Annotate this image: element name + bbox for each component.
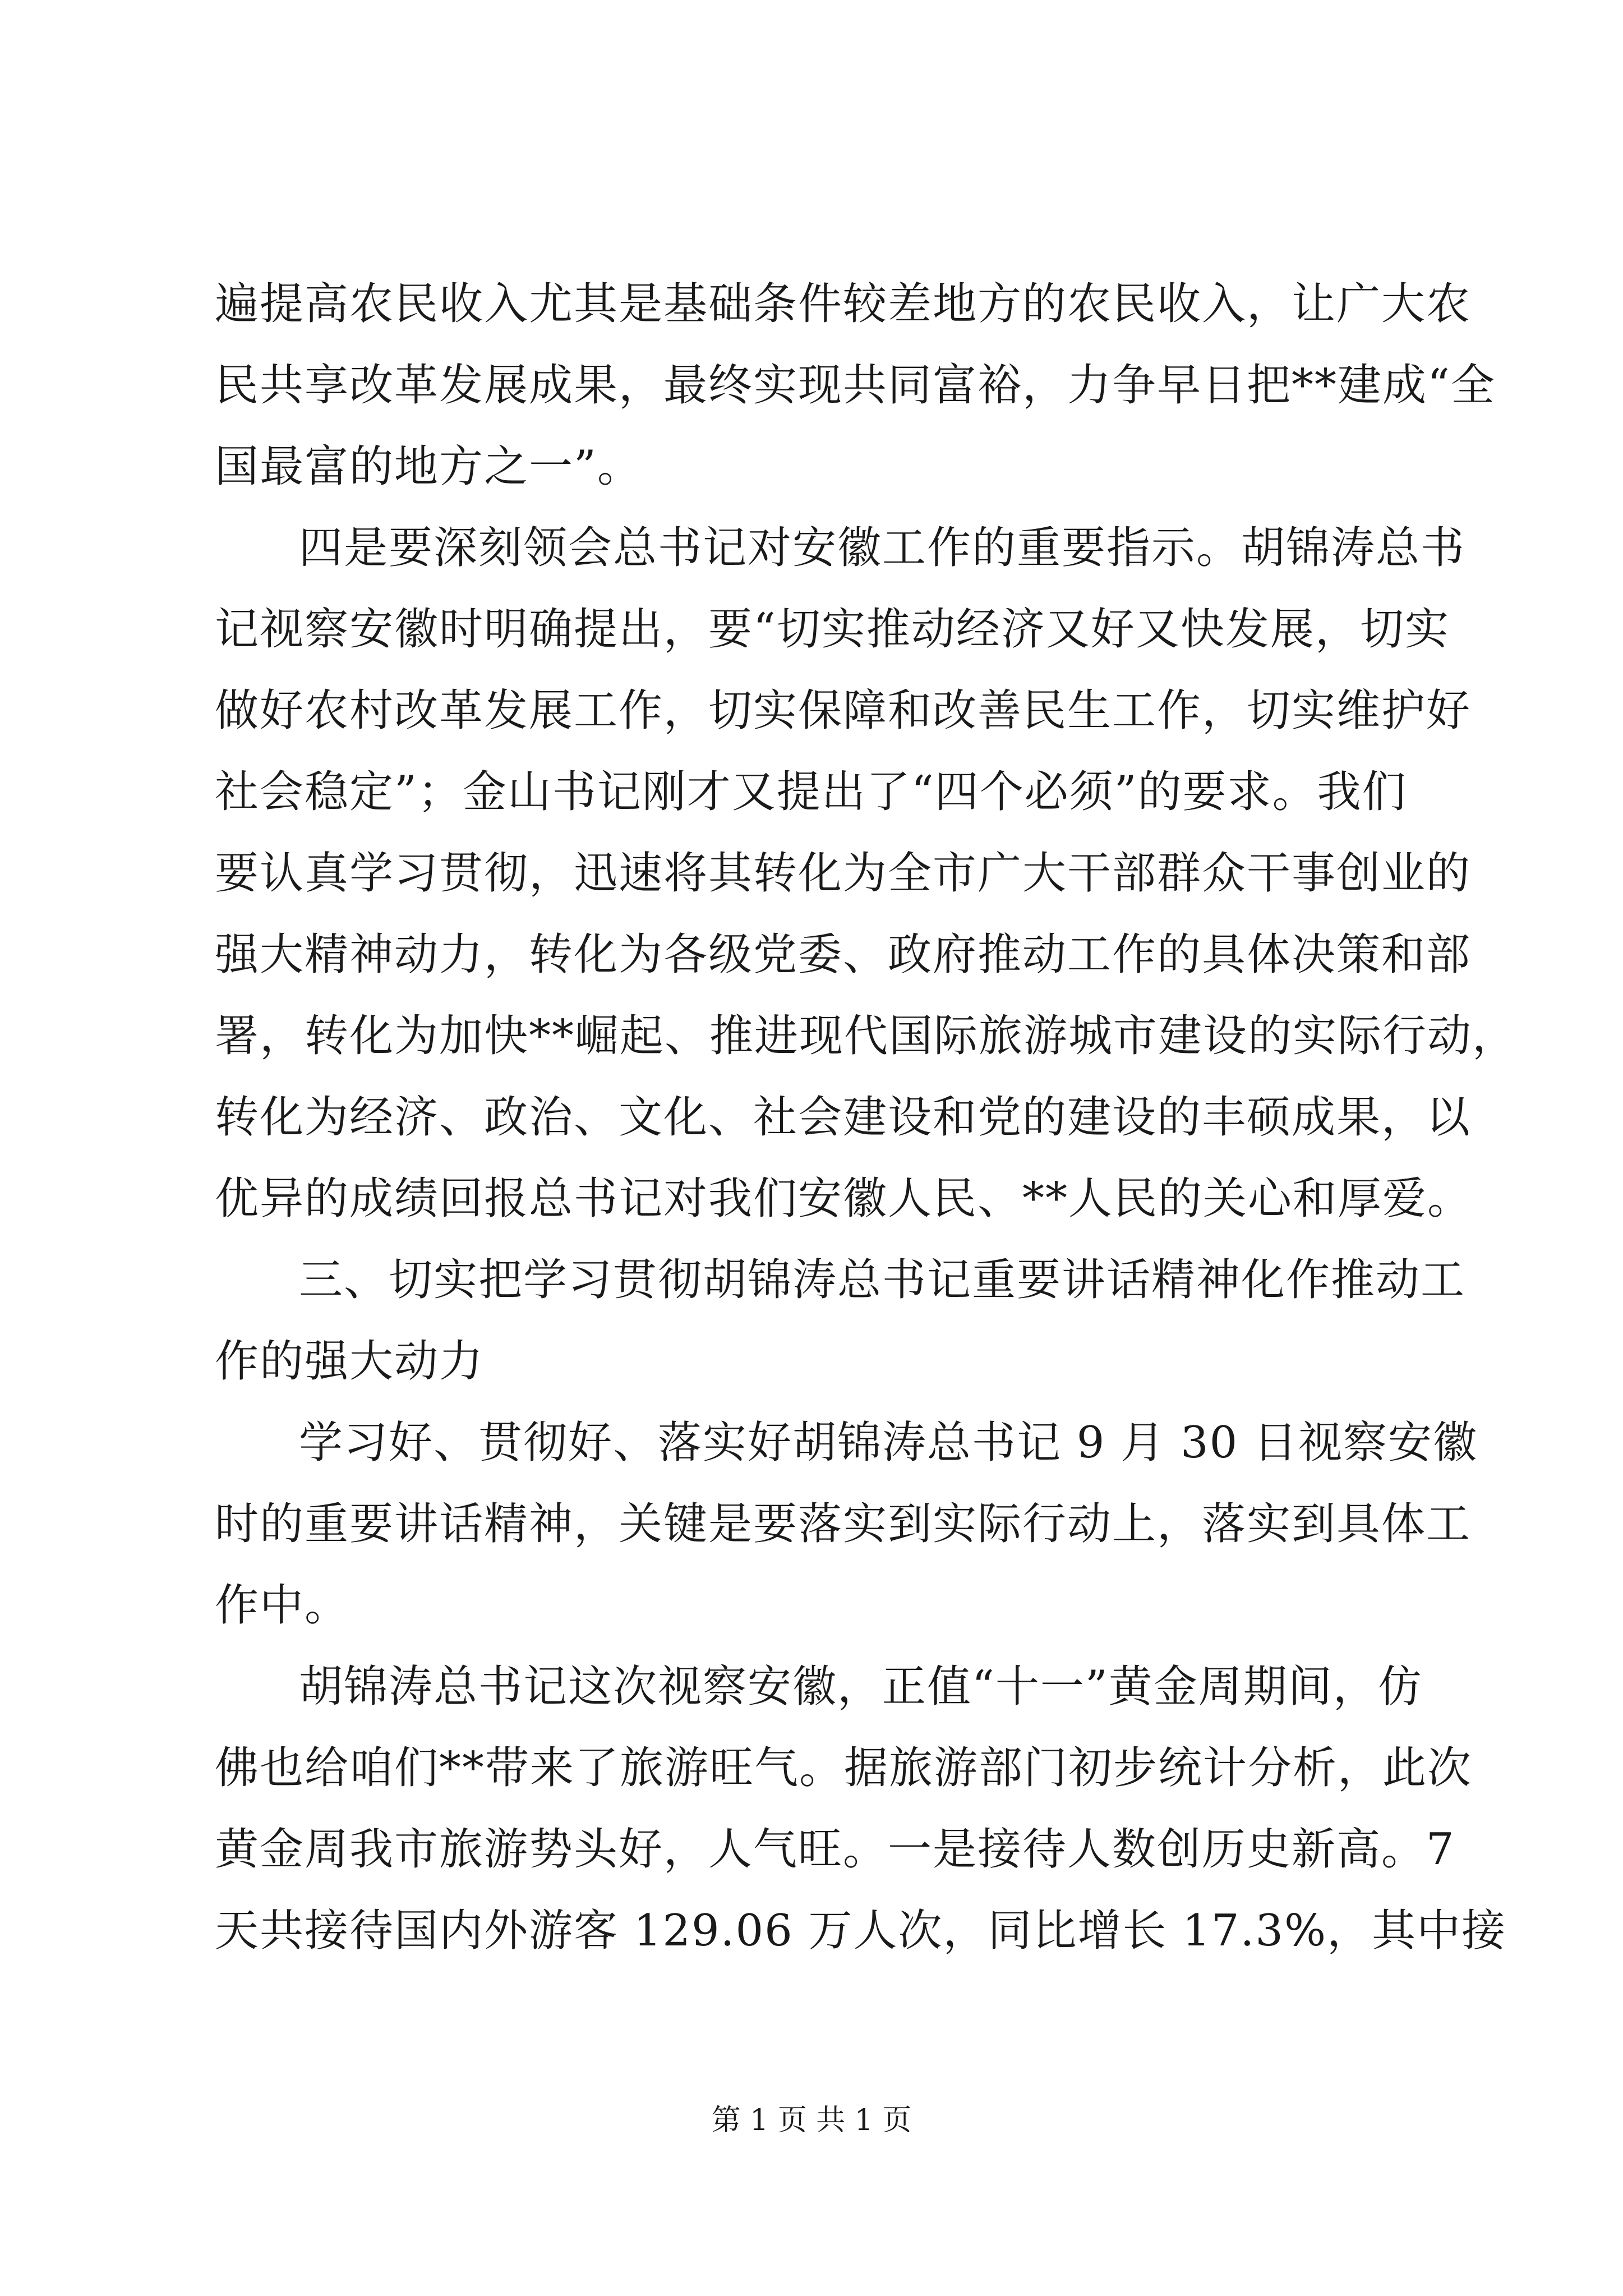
text-line: 作中。 [215, 1580, 350, 1631]
text-line: 署，转化为加快**崛起、推进现代国际旅游城市建设的实际行动， [215, 1011, 1518, 1061]
text-line: 转化为经济、政治、文化、社会建设和党的建设的丰硕成果，以 [215, 1092, 1472, 1143]
text-line: 要认真学习贯彻，迅速将其转化为全市广大干部群众干事创业的 [215, 848, 1472, 899]
text-line: 优异的成绩回报总书记对我们安徽人民、**人民的关心和厚爱。 [215, 1174, 1473, 1224]
document-body [215, 264, 1518, 1972]
text-line: 佛也给咱们**带来了旅游旺气。据旅游部门初步统计分析，此次 [215, 1743, 1473, 1793]
paragraph-start-line: 四是要深刻领会总书记对安徽工作的重要指示。胡锦涛总书 [299, 523, 1466, 573]
text-line: 社会稳定”；金山书记刚才又提出了“四个必须”的要求。我们 [215, 767, 1407, 817]
text-line: 天共接待国内外游客 129.06 万人次，同比增长 17.3%，其中接 [215, 1906, 1507, 1956]
page-number-footer: 第 1 页 共 1 页 [711, 2104, 912, 2137]
text-line: 记视察安徽时明确提出，要“切实推动经济又好又快发展，切实 [215, 604, 1450, 655]
text-line: 强大精神动力，转化为各级党委、政府推动工作的具体决策和部 [215, 930, 1472, 980]
text-line: 黄金周我市旅游势头好，人气旺。一是接待人数创历史新高。7 [215, 1824, 1455, 1875]
text-line: 做好农村改革发展工作，切实保障和改善民生工作，切实维护好 [215, 685, 1472, 736]
section-heading-line: 作的强大动力 [215, 1336, 485, 1387]
text-line: 遍提高农民收入尤其是基础条件较差地方的农民收入，让广大农 [215, 279, 1472, 329]
section-heading-line: 三、切实把学习贯彻胡锦涛总书记重要讲话精神化作推动工 [299, 1255, 1466, 1305]
text-line: 国最富的地方之一”。 [215, 441, 642, 492]
paragraph-start-line: 学习好、贯彻好、落实好胡锦涛总书记 9 月 30 日视察安徽 [299, 1418, 1478, 1468]
paragraph-start-line: 胡锦涛总书记这次视察安徽，正值“十一”黄金周期间，仿 [299, 1662, 1423, 1712]
text-line: 时的重要讲话精神，关键是要落实到实际行动上，落实到具体工 [215, 1499, 1472, 1549]
text-line: 民共享改革发展成果，最终实现共同富裕，力争早日把**建成“全 [215, 360, 1496, 411]
